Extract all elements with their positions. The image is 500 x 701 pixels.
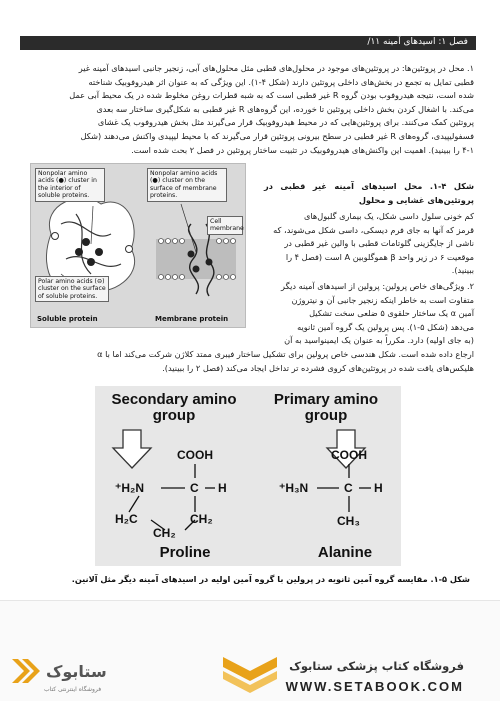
proline-h2c: H₂C <box>115 512 138 526</box>
p2-line: ببینید). <box>451 265 474 276</box>
figure-2-arrows <box>95 386 401 566</box>
alanine-c: C <box>344 481 353 495</box>
figure-1-caption: شکل ۴-۱. محل اسیدهای آمینه غیر قطبی در پروتئین‌های غشایی و محلول <box>264 181 474 205</box>
p3-line: می‌دهد (شکل ۵-۱). پس پرولین یک گروه آمین ثانویه <box>297 321 474 332</box>
down-arrow-icon <box>113 430 365 468</box>
p2-line: ناشی از جایگزینی گلوتامات قطبی با والین غیر قطبی در <box>284 238 474 249</box>
paragraph-3 <box>264 280 474 348</box>
alanine-h3n: ⁺H₃N <box>279 481 309 495</box>
proline-h2n: ⁺H₂N <box>115 481 144 495</box>
alanine-name: Alanine <box>317 544 373 561</box>
header-title: فصل ۱: اسیدهای آمینه ۱۱/ <box>367 37 468 47</box>
label-soluble-protein: Soluble protein <box>37 315 98 323</box>
figure-2-proline-alanine <box>95 386 401 566</box>
logo-subtext: فروشگاه اینترنتی کتاب <box>44 686 102 693</box>
p1-line: شده است، نتیجه هیدروفوب بودن گروه R غیر قطبی است که به شبه قطرات روغن مخلوط شده در یک محیط آبی عمل <box>69 90 474 101</box>
paragraph-2 <box>264 210 474 278</box>
book-chevron-icon <box>221 651 279 695</box>
label-membrane-protein: Membrane protein <box>155 315 229 323</box>
p1-line: پروتئین کمک می‌کنند. برای پروتئین‌هایی که در محیط هیدروفوبیک قرار می‌گیرند مثل بخش هیدروفوب یک غشای <box>97 117 474 128</box>
p2-line: قرمز که آنها به جای فرم دیسکی، داسی شکل می‌شوند، که <box>273 224 474 235</box>
footer-banner <box>0 600 500 701</box>
p1-line: ۴-۱ را ببینید). اهمیت این واکنش‌های هیدروفوبیک در تثبیت ساختار پروتئین در فصل ۲ بحث شده است. <box>131 144 474 155</box>
alanine-cooh: COOH <box>331 448 367 462</box>
label-cell-membrane: Cell membrane <box>207 216 243 235</box>
p3-line: آمین α یک ساختار حلقوی ۵ ضلعی سخت تشکیل <box>309 308 474 319</box>
p2-line: موقعیت ۶ در زیر واحد β هموگلوبین A است (فصل ۴ را <box>285 251 474 262</box>
shop-name: فروشگاه کتاب پزشکی ستابوک <box>289 659 464 673</box>
label-nonpolar-interior: Nonpolar amino acids (●) cluster in the interior of soluble proteins. <box>35 168 105 202</box>
page-header <box>20 36 476 50</box>
figure-1-protein-diagram <box>30 163 246 328</box>
logo-chevron-icon <box>12 659 40 683</box>
proline-ch2-bottom: CH₂ <box>153 526 176 540</box>
alanine-h: H <box>374 481 383 495</box>
paragraph-1 <box>26 62 474 157</box>
label-polar-surface: Polar amino acids (⊖) cluster on the surface of soluble proteins. <box>35 276 109 302</box>
p3-line: (به جای اولیه) دارد. مکرراً به عنوان یک ایمینواسید به آن <box>284 335 474 346</box>
label-nonpolar-surface: Nonpolar amino acids (●) cluster on the surface of membrane proteins. <box>147 168 227 202</box>
primary-amino-group-label: Primary amino group <box>273 391 379 424</box>
p1-line: ۱. محل در پروتئین‌ها: در پروتئین‌های موجود در محلول‌های قطبی مثل محلول‌های آبی، زنجیر جانبی اسیدهای آمینه غیر <box>78 63 474 73</box>
alanine-ch3: CH₃ <box>337 514 360 528</box>
figure-2-caption: شکل ۵-۱. مقایسه گروه آمین ثانویه در پرولین با گروه آمین اولیه در اسیدهای آمینه دیگر مثل آلانین. <box>71 574 470 584</box>
proline-ch2-right: CH₂ <box>190 512 213 526</box>
p3-line: ۲. ویژگی‌های خاص پرولین: پرولین از اسیدهای آمینه دیگر <box>281 281 474 291</box>
p3-line: متفاوت است به خاطر اینکه زنجیر جانبی آن و نیتروژن <box>291 294 474 305</box>
p4-line: هلیکس‌های یافت شده در پروتئین‌های کروی فشرده تر تداخل ایجاد می‌کند (فصل ۲ را ببینید). <box>162 362 474 373</box>
proline-cooh: COOH <box>177 448 213 462</box>
proline-name: Proline <box>159 544 211 561</box>
p1-line: قطبی تمایل به تجمع در بخش‌های داخلی پروتئین دارند (شکل ۴-۱). این ویژگی که به عنوان اثر هیدروفوبیک شناخته <box>88 76 474 87</box>
p1-line: فسفولیپیدی، گروه‌های R غیر قطبی در سطح بیرونی پروتئین قرار می‌گیرند که با محیط لیپیدی واکنش می‌دهند (شکل <box>80 130 474 141</box>
p2-line: کم خونی سلول داسی شکل، یک بیماری گلبول‌های <box>304 211 474 221</box>
proline-c: C <box>190 481 199 495</box>
paragraph-4 <box>26 348 474 375</box>
p1-line: می‌کند. با اشغال کردن بخش داخلی پروتئین تا خورده، این گروه‌های R غیر قطبی به شکل‌گیری ساختار سه بعدی <box>96 103 474 114</box>
logo-text: ستابوک <box>46 662 107 681</box>
proline-h: H <box>218 481 227 495</box>
p4-line: ارجاع داده شده است. شکل هندسی خاص پرولین برای تشکیل ساختار فیبری ممتد کلاژن شرکت می‌کند اما با α <box>97 349 474 359</box>
setabook-logo <box>10 649 120 699</box>
secondary-amino-group-label: Secondary amino group <box>111 391 237 424</box>
shop-url[interactable]: WWW.SETABOOK.COM <box>285 679 464 694</box>
